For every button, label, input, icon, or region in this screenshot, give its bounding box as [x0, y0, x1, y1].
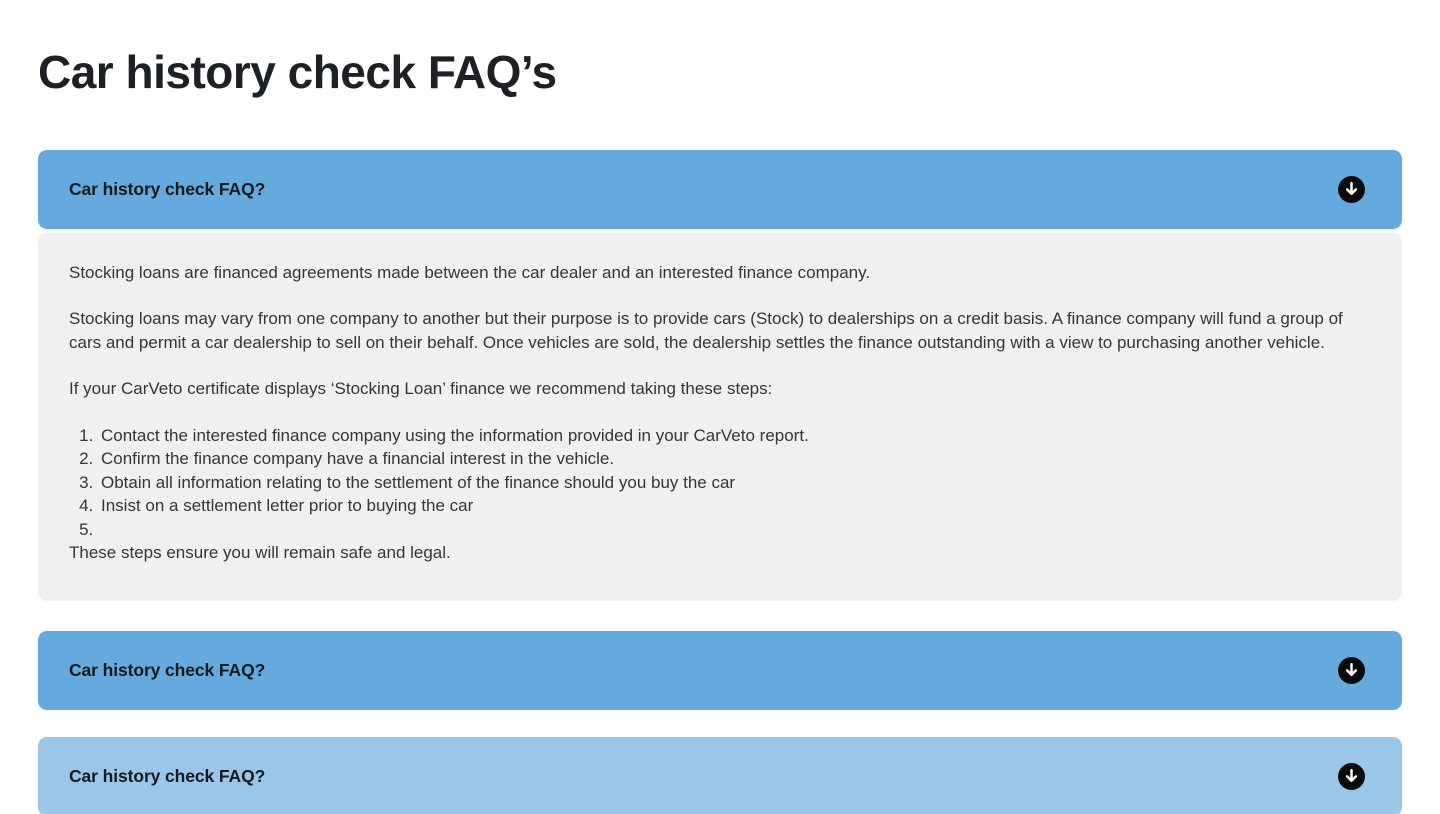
answer-list-item: 2. Confirm the finance company have a financial interest in the vehicle. [98, 447, 1362, 471]
circle-down-arrow-icon[interactable] [1338, 176, 1365, 203]
answer-paragraph: Stocking loans are financed agreements made between the car dealer and an interested finance company. [69, 262, 871, 282]
answer-list-item: 1. Contact the interested finance company using the information provided in your CarVeto report. [98, 424, 1362, 448]
page-title: Car history check FAQ’s [38, 46, 557, 98]
circle-down-arrow-icon[interactable] [1338, 763, 1365, 790]
faq-question-label: Car history check FAQ? [69, 178, 266, 199]
faq-question-label: Car history check FAQ? [69, 765, 266, 786]
faq-item-2 [38, 631, 1402, 710]
answer-list-item: 4. Insist on a settlement letter prior to buying the car [98, 494, 1362, 518]
faq-question-label: Car history check FAQ? [69, 659, 266, 680]
faq-header-1[interactable] [38, 150, 1402, 229]
answer-steps-list [69, 424, 1362, 542]
faq-item-3 [38, 737, 1402, 814]
faq-accordion-list [38, 150, 1402, 814]
circle-down-arrow-icon[interactable] [1338, 657, 1365, 684]
answer-list-item: 3. Obtain all information relating to the settlement of the finance should you buy the car [98, 471, 1362, 495]
answer-closing-text: These steps ensure you will remain safe and legal. [69, 543, 451, 563]
faq-header-3[interactable] [38, 737, 1402, 814]
answer-paragraph: If your CarVeto certificate displays ‘Stocking Loan’ finance we recommend taking these steps: [69, 379, 773, 399]
answer-paragraph: Stocking loans may vary from one company to another but their purpose is to provide cars (Stock) to dealerships on a credit basis. A finance company will fund a group of cars and permit a car dealership to sell on their behalf. Once vehicles are sold, the dealership settles the finance outstanding with a view to purchasing another vehicle. [69, 309, 1343, 352]
faq-answer-panel [38, 233, 1402, 601]
answer-list-item [98, 518, 1362, 542]
faq-header-2[interactable] [38, 631, 1402, 710]
faq-item-1 [38, 150, 1402, 601]
